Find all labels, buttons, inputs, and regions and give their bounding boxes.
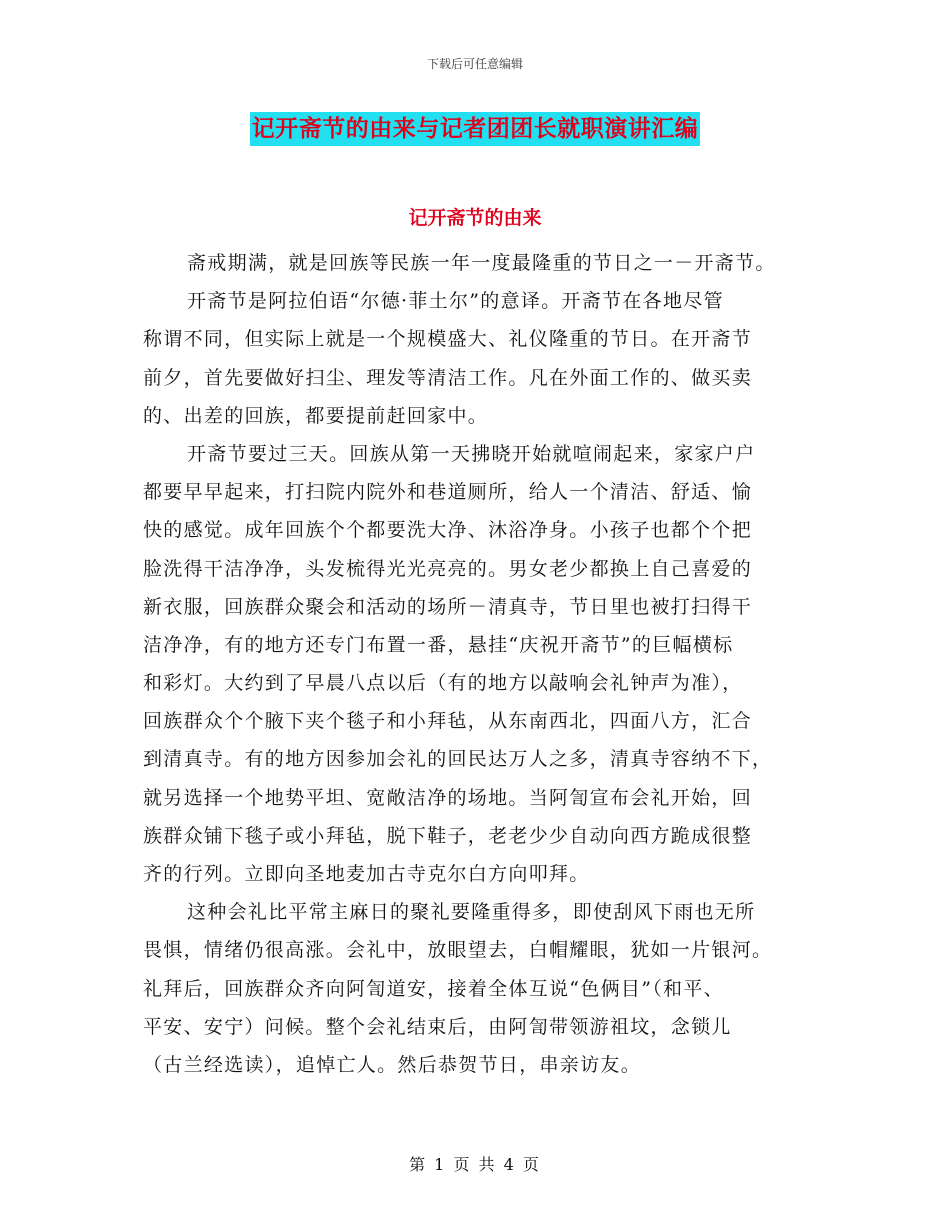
text-line: 洁净净，有的地方还专门布置一番，悬挂“庆祝开斋节”的巨幅横标 [143, 633, 734, 656]
text-line: 就另选择一个地势平坦、宽敞洁净的场地。当阿訇宣布会礼开始，回 [143, 786, 753, 809]
text-line: 都要早早起来，打扫院内院外和巷道厕所，给人一个清洁、舒适、愉 [143, 481, 753, 504]
text-line: 回族群众个个腋下夹个毯子和小拜毡，从东南西北，四面八方，汇合 [143, 710, 753, 733]
text-line: 齐的行列。立即向圣地麦加古寺克尔白方向叩拜。 [143, 863, 590, 885]
text-line: 和彩灯。大约到了早晨八点以后（有的地方以敲响会礼钟声为准）， [143, 672, 743, 695]
text-line: 到清真寺。有的地方因参加会礼的回民达万人之多，清真寺容纳不下， [143, 748, 773, 771]
text-line: 的、出差的回族，都要提前赶回家中。 [143, 404, 489, 427]
text-line: 称谓不同，但实际上就是一个规模盛大、礼仪隆重的节日。在开斋节 [143, 328, 753, 351]
text-line: 开斋节要过三天。回族从第一天拂晓开始就喧闹起来，家家户户 [187, 442, 756, 465]
text-line: 脸洗得干洁净净，头发梳得光光亮亮的。男女老少都换上自己喜爱的 [143, 557, 753, 580]
header-note: 下载后可任意编辑 [426, 57, 523, 71]
document-title: 记开斋节的由来与记者团团长就职演讲汇编 [250, 112, 701, 146]
text-line: 礼拜后，回族群众齐向阿訇道安，接着全体互说“色俩目”（和平、 [143, 977, 724, 1000]
text-line: 斋戒期满，就是回族等民族一年一度最隆重的节日之一－开斋节。 [187, 252, 776, 274]
text-line: 平安、安宁）问候。整个会礼结束后，由阿訇带领游祖坟，念锁儿 [143, 1015, 732, 1038]
text-line: 这种会礼比平常主麻日的聚礼要隆重得多，即使刮风下雨也无所 [187, 901, 756, 924]
section-title: 记开斋节的由来 [408, 207, 542, 229]
body-text [143, 244, 815, 1084]
text-line: 快的感觉。成年回族个个都要洗大净、沐浴净身。小孩子也都个个把 [143, 519, 753, 542]
text-line: 畏惧，情绪仍很高涨。会礼中，放眼望去，白帽耀眼，犹如一片银河。 [143, 939, 773, 962]
text-line: 新衣服，回族群众聚会和活动的场所－清真寺，节日里也被打扫得干 [143, 595, 753, 618]
text-line: 开斋节是阿拉伯语“尔德·菲土尔”的意译。开斋节在各地尽管 [187, 290, 724, 313]
main-title-container [0, 112, 950, 146]
page-footer: 第 1 页 共 4 页 [409, 1155, 541, 1174]
text-line: 前夕，首先要做好扫尘、理发等清洁工作。凡在外面工作的、做买卖 [143, 366, 753, 389]
text-line: （古兰经选读），追悼亡人。然后恭贺节日，串亲访友。 [143, 1053, 642, 1076]
text-line: 族群众铺下毯子或小拜毡，脱下鞋子，老老少少自动向西方跪成很整 [143, 824, 753, 847]
